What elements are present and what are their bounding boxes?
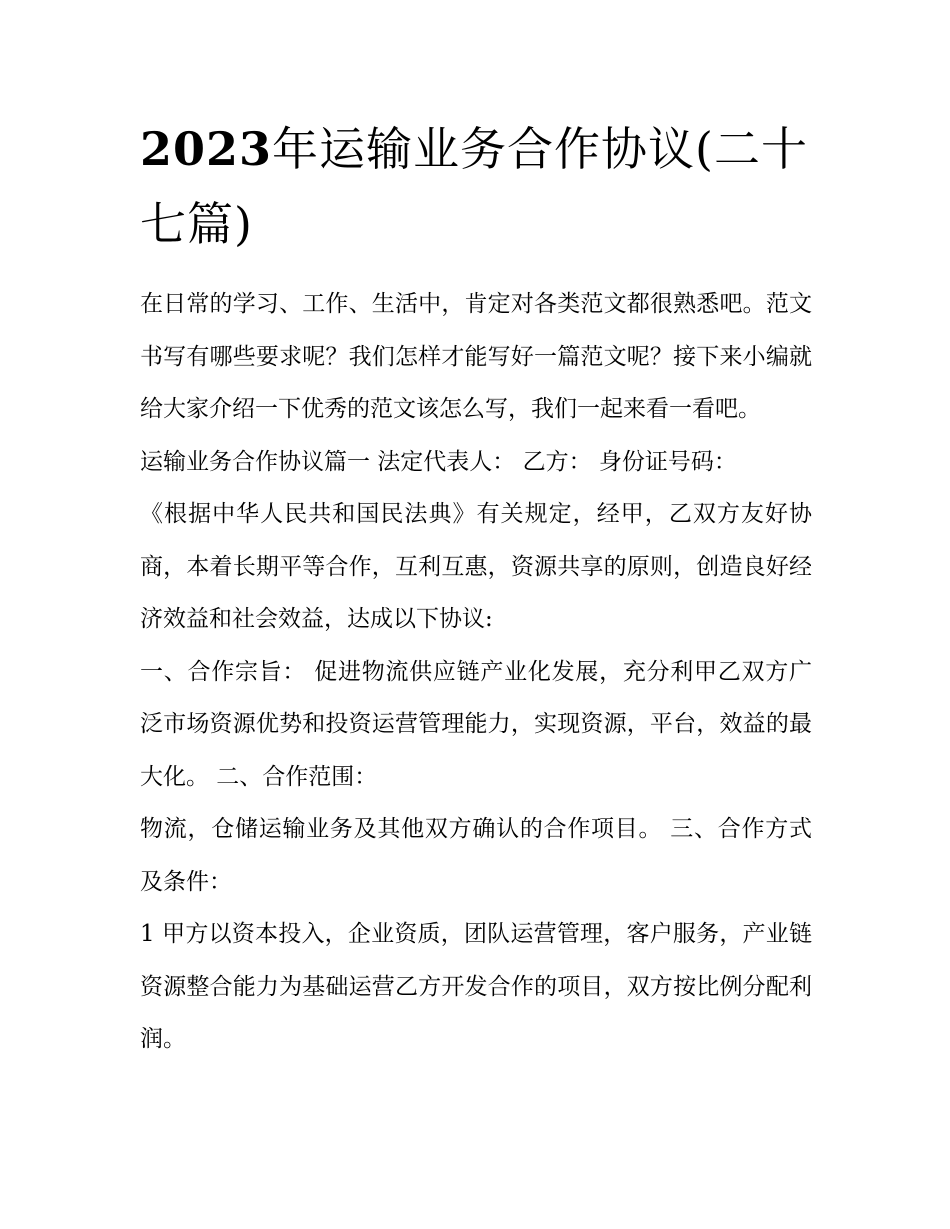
- title-year: 2023: [140, 122, 273, 176]
- terms-paragraph: 1 甲方以资本投入，企业资质，团队运营管理，客户服务，产业链资源整合能力为基础运营乙方开发合作的项目，双方按比例分配利润。: [140, 921, 812, 1052]
- preamble-paragraph: 《根据中华人民共和国民法典》有关规定，经甲，乙双方友好协商，本着长期平等合作，互利互惠，资源共享的原则，创造良好经济效益和社会效益，达成以下协议:: [140, 501, 812, 632]
- document-body: [140, 278, 812, 1066]
- title-text: 年运输业务合作协议(二十七篇): [140, 122, 808, 251]
- intro-paragraph: 在日常的学习、工作、生活中，肯定对各类范文都很熟悉吧。范文书写有哪些要求呢？我们怎样才能写好一篇范文呢？接下来小编就给大家介绍一下优秀的范文该怎么写，我们一起来看一看吧。: [140, 291, 812, 422]
- document-title: [140, 112, 820, 262]
- party-info-paragraph: 运输业务合作协议篇一 法定代表人： 乙方： 身份证号码：: [140, 448, 737, 475]
- scope-paragraph: 物流，仓储运输业务及其他双方确认的合作项目。 三、合作方式及条件：: [140, 816, 812, 895]
- purpose-paragraph: 一、合作宗旨： 促进物流供应链产业化发展，充分利甲乙双方广泛市场资源优势和投资运营管理能力，实现资源，平台，效益的最大化。 二、合作范围：: [140, 658, 812, 790]
